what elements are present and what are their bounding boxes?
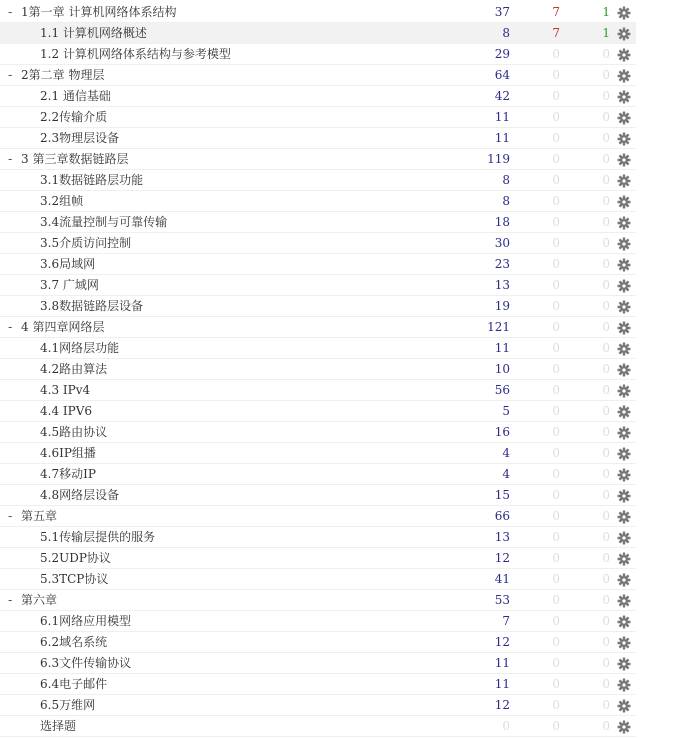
count-green: 0 <box>602 89 610 103</box>
section-row-18[interactable] <box>0 380 636 401</box>
count-green: 0 <box>602 719 610 733</box>
count-total: 12 <box>494 698 510 712</box>
gear-icon[interactable] <box>617 510 631 524</box>
count-green: 0 <box>602 593 610 607</box>
gear-icon[interactable] <box>617 195 631 209</box>
count-total: 41 <box>494 572 510 586</box>
count-red: 0 <box>552 656 560 670</box>
count-red: 0 <box>552 551 560 565</box>
section-row-5[interactable] <box>0 107 636 128</box>
count-total: 11 <box>494 656 510 670</box>
count-red: 0 <box>552 635 560 649</box>
collapse-toggle[interactable]: - <box>8 593 13 607</box>
section-row-4[interactable] <box>0 86 636 107</box>
count-red: 0 <box>552 47 560 61</box>
count-green: 0 <box>602 320 610 334</box>
section-row-14[interactable] <box>0 296 636 317</box>
row-title[interactable]: 4.1网络层功能 <box>40 341 120 355</box>
gear-icon[interactable] <box>617 48 631 62</box>
count-total: 29 <box>494 47 510 61</box>
row-title[interactable]: 2.3物理层设备 <box>40 131 120 145</box>
count-green: 0 <box>602 509 610 523</box>
gear-icon[interactable] <box>617 573 631 587</box>
row-title[interactable]: 5.3TCP协议 <box>40 572 109 586</box>
count-red: 0 <box>552 173 560 187</box>
count-green: 0 <box>602 383 610 397</box>
count-red: 0 <box>552 425 560 439</box>
section-row-6[interactable] <box>0 128 636 149</box>
count-total: 13 <box>494 530 510 544</box>
row-title[interactable]: 3.2组帧 <box>40 194 84 208</box>
count-red: 0 <box>552 110 560 124</box>
gear-icon[interactable] <box>617 153 631 167</box>
count-red: 0 <box>552 383 560 397</box>
gear-icon[interactable] <box>617 363 631 377</box>
row-title[interactable]: 5.2UDP协议 <box>40 551 111 565</box>
section-row-25[interactable] <box>0 527 636 548</box>
section-row-12[interactable] <box>0 254 636 275</box>
gear-icon[interactable] <box>617 69 631 83</box>
count-green: 0 <box>602 488 610 502</box>
row-title[interactable]: 4.3 IPv4 <box>40 383 91 397</box>
count-total: 12 <box>494 635 510 649</box>
count-red: 0 <box>552 677 560 691</box>
count-green: 0 <box>602 341 610 355</box>
count-red: 0 <box>552 236 560 250</box>
count-red: 0 <box>552 341 560 355</box>
section-row-23[interactable] <box>0 485 636 506</box>
gear-icon[interactable] <box>617 594 631 608</box>
count-total: 11 <box>494 131 510 145</box>
row-title[interactable]: 3.5介质访问控制 <box>40 236 132 250</box>
row-title[interactable]: 4 第四章网络层 <box>21 320 105 334</box>
count-green: 0 <box>602 47 610 61</box>
count-red: 0 <box>552 152 560 166</box>
count-total: 8 <box>502 194 510 208</box>
collapse-toggle[interactable]: - <box>8 68 13 82</box>
count-red: 0 <box>552 404 560 418</box>
count-total: 7 <box>502 614 510 628</box>
row-title[interactable]: 选择题 <box>40 719 77 733</box>
count-total: 42 <box>494 89 510 103</box>
chapter-tree <box>0 2 636 737</box>
row-title[interactable]: 2.1 通信基础 <box>40 89 111 103</box>
count-total: 16 <box>494 425 510 439</box>
gear-icon[interactable] <box>617 447 631 461</box>
count-total: 11 <box>494 110 510 124</box>
count-red: 0 <box>552 194 560 208</box>
gear-icon[interactable] <box>617 657 631 671</box>
row-title[interactable]: 3 第三章数据链路层 <box>21 152 129 166</box>
gear-icon[interactable] <box>617 300 631 314</box>
section-row-32[interactable] <box>0 674 636 695</box>
row-title[interactable]: 6.5万维网 <box>40 698 96 712</box>
count-green: 0 <box>602 194 610 208</box>
section-row-9[interactable] <box>0 191 636 212</box>
count-red: 0 <box>552 89 560 103</box>
count-red: 7 <box>552 26 560 40</box>
count-red: 0 <box>552 593 560 607</box>
section-row-11[interactable] <box>0 233 636 254</box>
count-red: 0 <box>552 530 560 544</box>
count-green: 0 <box>602 656 610 670</box>
count-red: 0 <box>552 299 560 313</box>
section-row-20[interactable] <box>0 422 636 443</box>
count-green: 1 <box>602 5 610 19</box>
count-total: 30 <box>494 236 510 250</box>
section-row-21[interactable] <box>0 443 636 464</box>
count-red: 0 <box>552 362 560 376</box>
count-red: 0 <box>552 320 560 334</box>
count-total: 13 <box>494 278 510 292</box>
gear-icon[interactable] <box>617 27 631 41</box>
section-row-31[interactable] <box>0 653 636 674</box>
count-green: 0 <box>602 677 610 691</box>
count-green: 0 <box>602 404 610 418</box>
gear-icon[interactable] <box>617 426 631 440</box>
count-total: 11 <box>494 677 510 691</box>
count-total: 119 <box>487 152 510 166</box>
row-title[interactable]: 1第一章 计算机网络体系结构 <box>21 5 177 19</box>
gear-icon[interactable] <box>617 615 631 629</box>
count-total: 64 <box>494 68 510 82</box>
gear-icon[interactable] <box>617 237 631 251</box>
count-total: 11 <box>494 341 510 355</box>
count-green: 0 <box>602 236 610 250</box>
section-row-27[interactable] <box>0 569 636 590</box>
section-row-13[interactable] <box>0 275 636 296</box>
count-green: 0 <box>602 635 610 649</box>
row-title[interactable]: 4.6IP组播 <box>40 446 96 460</box>
count-total: 4 <box>502 446 510 460</box>
gear-icon[interactable] <box>617 279 631 293</box>
row-title[interactable]: 4.5路由协议 <box>40 425 108 439</box>
count-green: 0 <box>602 173 610 187</box>
count-red: 0 <box>552 719 560 733</box>
count-green: 0 <box>602 698 610 712</box>
count-green: 1 <box>602 26 610 40</box>
section-row-16[interactable] <box>0 338 636 359</box>
gear-icon[interactable] <box>617 6 631 20</box>
count-green: 0 <box>602 446 610 460</box>
count-red: 0 <box>552 467 560 481</box>
count-green: 0 <box>602 131 610 145</box>
row-title[interactable]: 6.4电子邮件 <box>40 677 108 691</box>
row-title[interactable]: 4.4 IPV6 <box>40 404 93 418</box>
section-row-26[interactable] <box>0 548 636 569</box>
count-red: 0 <box>552 572 560 586</box>
section-row-10[interactable] <box>0 212 636 233</box>
chapter-row-28[interactable] <box>0 590 636 611</box>
count-red: 0 <box>552 488 560 502</box>
section-row-30[interactable] <box>0 632 636 653</box>
section-row-22[interactable] <box>0 464 636 485</box>
row-title[interactable]: 4.2路由算法 <box>40 362 108 376</box>
count-green: 0 <box>602 278 610 292</box>
collapse-toggle[interactable]: - <box>8 152 13 166</box>
row-title[interactable]: 3.1数据链路层功能 <box>40 173 144 187</box>
gear-icon[interactable] <box>617 720 631 734</box>
collapse-toggle[interactable]: - <box>8 320 13 334</box>
count-total: 5 <box>502 404 510 418</box>
row-title[interactable]: 1.2 计算机网络体系结构与参考模型 <box>40 47 231 61</box>
count-red: 0 <box>552 278 560 292</box>
gear-icon[interactable] <box>617 258 631 272</box>
section-row-34[interactable] <box>0 716 636 737</box>
count-green: 0 <box>602 572 610 586</box>
section-row-2[interactable] <box>0 44 636 65</box>
count-total: 18 <box>494 215 510 229</box>
gear-icon[interactable] <box>617 552 631 566</box>
count-green: 0 <box>602 467 610 481</box>
collapse-toggle[interactable]: - <box>8 5 13 19</box>
count-green: 0 <box>602 68 610 82</box>
count-total: 56 <box>494 383 510 397</box>
count-total: 37 <box>494 5 510 19</box>
row-title[interactable]: 2第二章 物理层 <box>21 68 105 82</box>
gear-icon[interactable] <box>617 699 631 713</box>
count-green: 0 <box>602 530 610 544</box>
count-red: 0 <box>552 257 560 271</box>
gear-icon[interactable] <box>617 636 631 650</box>
count-red: 0 <box>552 509 560 523</box>
count-red: 0 <box>552 614 560 628</box>
row-title[interactable]: 3.8数据链路层设备 <box>40 299 144 313</box>
gear-icon[interactable] <box>617 321 631 335</box>
row-title[interactable]: 6.1网络应用模型 <box>40 614 132 628</box>
row-title[interactable]: 5.1传输层提供的服务 <box>40 530 156 544</box>
count-total: 10 <box>494 362 510 376</box>
chapter-row-3[interactable] <box>0 65 636 86</box>
row-title[interactable]: 4.8网络层设备 <box>40 488 120 502</box>
section-row-1[interactable] <box>0 23 636 44</box>
gear-icon[interactable] <box>617 405 631 419</box>
count-green: 0 <box>602 152 610 166</box>
chapter-row-15[interactable] <box>0 317 636 338</box>
gear-icon[interactable] <box>617 468 631 482</box>
row-title[interactable]: 3.4流量控制与可靠传输 <box>40 215 168 229</box>
row-title[interactable]: 3.6局域网 <box>40 257 96 271</box>
gear-icon[interactable] <box>617 384 631 398</box>
count-green: 0 <box>602 362 610 376</box>
row-title[interactable]: 4.7移动IP <box>40 467 96 481</box>
row-title[interactable]: 3.7 广域网 <box>40 278 99 292</box>
gear-icon[interactable] <box>617 342 631 356</box>
count-red: 0 <box>552 131 560 145</box>
row-title[interactable]: 6.2域名系统 <box>40 635 108 649</box>
count-total: 4 <box>502 467 510 481</box>
count-red: 7 <box>552 5 560 19</box>
count-total: 0 <box>502 719 510 733</box>
count-total: 8 <box>502 173 510 187</box>
count-red: 0 <box>552 68 560 82</box>
count-green: 0 <box>602 257 610 271</box>
count-red: 0 <box>552 446 560 460</box>
gear-icon[interactable] <box>617 132 631 146</box>
count-total: 121 <box>487 320 510 334</box>
count-red: 0 <box>552 215 560 229</box>
gear-icon[interactable] <box>617 531 631 545</box>
section-row-17[interactable] <box>0 359 636 380</box>
row-title[interactable]: 6.3文件传输协议 <box>40 656 132 670</box>
section-row-29[interactable] <box>0 611 636 632</box>
row-title[interactable]: 2.2传输介质 <box>40 110 108 124</box>
chapter-row-24[interactable] <box>0 506 636 527</box>
gear-icon[interactable] <box>617 90 631 104</box>
count-green: 0 <box>602 299 610 313</box>
gear-icon[interactable] <box>617 174 631 188</box>
section-row-33[interactable] <box>0 695 636 716</box>
count-total: 19 <box>494 299 510 313</box>
count-green: 0 <box>602 614 610 628</box>
count-green: 0 <box>602 551 610 565</box>
count-total: 23 <box>494 257 510 271</box>
collapse-toggle[interactable]: - <box>8 509 13 523</box>
row-title[interactable]: 第五章 <box>21 509 58 523</box>
count-green: 0 <box>602 110 610 124</box>
gear-icon[interactable] <box>617 678 631 692</box>
count-total: 53 <box>494 593 510 607</box>
section-row-8[interactable] <box>0 170 636 191</box>
count-total: 66 <box>494 509 510 523</box>
count-total: 12 <box>494 551 510 565</box>
gear-icon[interactable] <box>617 111 631 125</box>
count-total: 15 <box>494 488 510 502</box>
count-total: 8 <box>502 26 510 40</box>
gear-icon[interactable] <box>617 489 631 503</box>
count-red: 0 <box>552 698 560 712</box>
count-green: 0 <box>602 215 610 229</box>
row-title[interactable]: 第六章 <box>21 593 58 607</box>
section-row-19[interactable] <box>0 401 636 422</box>
row-title[interactable]: 1.1 计算机网络概述 <box>40 26 147 40</box>
gear-icon[interactable] <box>617 216 631 230</box>
count-green: 0 <box>602 425 610 439</box>
chapter-row-7[interactable] <box>0 149 636 170</box>
chapter-row-0[interactable] <box>0 2 636 23</box>
